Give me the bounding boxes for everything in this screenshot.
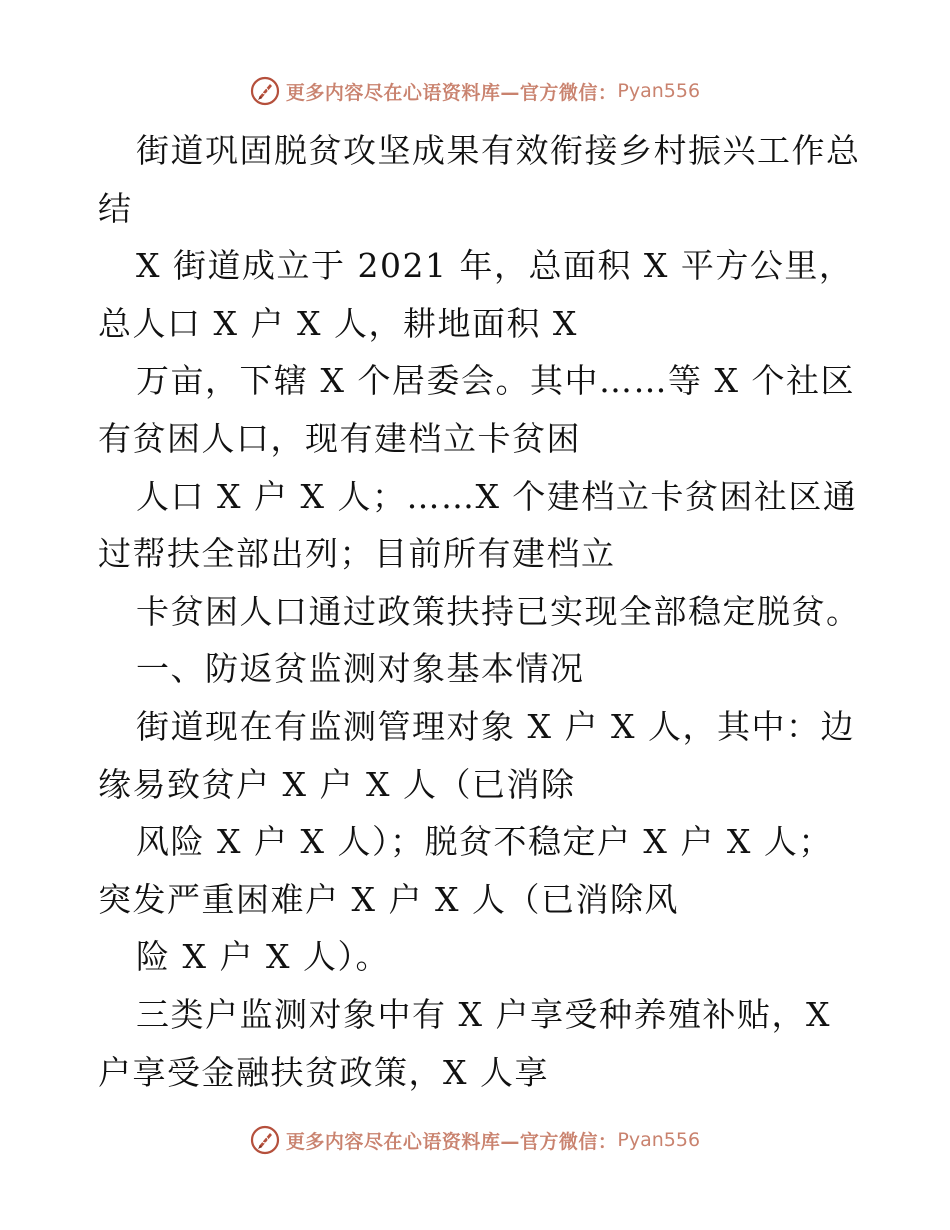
paragraph-line: 总人口 X 户 X 人，耕地面积 X	[98, 303, 578, 343]
header-banner-text: 更多内容尽在心语资料库—官方微信：	[285, 81, 618, 104]
footer-banner-text: 更多内容尽在心语资料库—官方微信：	[285, 1130, 618, 1153]
paragraph-line: 突发严重困难户 X 户 X 人（已消除风	[98, 879, 679, 919]
paragraph-line: 风险 X 户 X 人）；脱贫不稳定户 X 户 X 人；	[136, 822, 833, 862]
quill-pen-logo-icon	[250, 1125, 280, 1155]
footer-watermark-banner	[0, 1118, 950, 1162]
paragraph-line: 三类户监测对象中有 X 户享受种养殖补贴，X	[136, 994, 831, 1034]
paragraph-line: 户享受金融扶贫政策，X 人享	[98, 1052, 549, 1092]
paragraph-line: 人口 X 户 X 人；……X 个建档立卡贫困社区通	[136, 476, 858, 516]
document-body	[98, 122, 861, 1101]
document-title-line-1: 街道巩固脱贫攻坚成果有效衔接乡村振兴工作总	[136, 131, 861, 170]
paragraph-line: 万亩，下辖 X 个居委会。其中……等 X 个社区	[136, 361, 855, 401]
paragraph-line: 过帮扶全部出列；目前所有建档立	[98, 534, 616, 574]
document-title-line-2: 结	[98, 188, 133, 228]
header-banner-wechat-id: Pyan556	[617, 80, 701, 102]
paragraph-line: 缘易致贫户 X 户 X 人（已消除	[98, 764, 576, 804]
paragraph-line: X 街道成立于 2021 年，总面积 X 平方公里，	[136, 246, 854, 286]
header-watermark-banner	[0, 69, 950, 113]
section-heading: 一、防返贫监测对象基本情况	[136, 649, 585, 689]
paragraph-line: 有贫困人口，现有建档立卡贫困	[98, 418, 581, 458]
paragraph-line: 险 X 户 X 人）。	[136, 937, 390, 977]
paragraph-line: 街道现在有监测管理对象 X 户 X 人，其中：边	[136, 706, 855, 746]
quill-pen-logo-icon	[250, 76, 280, 106]
footer-banner-wechat-id: Pyan556	[617, 1129, 701, 1151]
paragraph-line: 卡贫困人口通过政策扶持已实现全部稳定脱贫。	[136, 591, 861, 631]
